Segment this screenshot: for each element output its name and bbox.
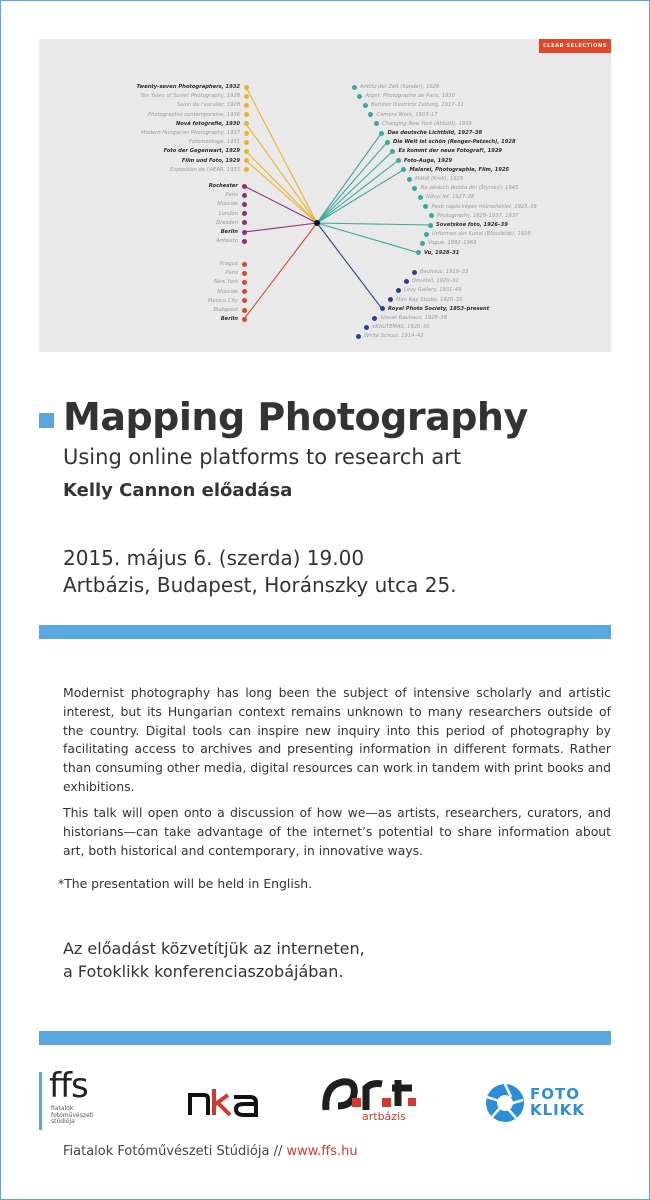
network-node-label[interactable]: Es kommt der neue Fotograf!, 1929 <box>398 148 503 155</box>
network-node-label[interactable]: Budapest <box>213 307 238 313</box>
network-node-label[interactable]: Vu, 1928–31 <box>424 249 460 256</box>
network-node-dot[interactable] <box>379 131 384 136</box>
fotoklikk-logo[interactable] <box>484 1082 606 1124</box>
network-node-dot[interactable] <box>390 149 395 154</box>
network-node-label[interactable]: Die Welt ist schön (Renger-Patzsch), 1928 <box>393 139 516 146</box>
network-node-label[interactable]: Malerei, Photographie, Film, 1925 <box>409 166 510 173</box>
network-node-label[interactable]: Mexico City <box>207 297 238 304</box>
network-node-dot[interactable] <box>244 131 249 136</box>
network-node-label[interactable]: Berlin <box>220 229 238 235</box>
network-node-dot[interactable] <box>244 167 249 172</box>
network-node-label[interactable]: Foto der Gegenwart, 1929 <box>163 148 240 155</box>
network-node-label[interactable]: Pesti napló képes műmelléklet, 1925–39 <box>431 203 537 210</box>
network-node-dot[interactable] <box>242 211 247 216</box>
network-node-dot[interactable] <box>368 112 373 117</box>
network-node-label[interactable]: Foto-Auge, 1929 <box>404 157 453 164</box>
network-node-label[interactable]: Prague <box>219 261 238 267</box>
network-node-dot[interactable] <box>244 85 249 90</box>
network-node-label[interactable]: Paris <box>225 270 238 277</box>
network-node-label[interactable]: Photography, 1829–1937, 1937 <box>437 212 519 219</box>
network-node-dot[interactable] <box>396 158 401 163</box>
network-node-dot[interactable] <box>407 177 412 182</box>
network-node-dot[interactable] <box>244 158 249 163</box>
fotoklikk-line-2: KLIKK <box>530 1101 586 1119</box>
network-node-dot[interactable] <box>364 325 369 330</box>
network-node-label[interactable]: Nová fotografie, 1930 <box>175 120 240 127</box>
artbazis-logo-caption: artbázis <box>362 1110 406 1123</box>
network-node-label[interactable]: Na jakäsch tkohta dni (Štyrský), 1945 <box>420 185 519 192</box>
nka-logo-mark <box>188 1085 260 1121</box>
network-node-dot[interactable] <box>244 112 249 117</box>
ffs-logo[interactable] <box>39 1066 119 1132</box>
network-node-dot[interactable] <box>242 202 247 207</box>
network-node-label[interactable]: Antlitz der Zeit (Sander), 1929 <box>360 84 440 90</box>
network-node-dot[interactable] <box>357 94 362 99</box>
network-node-label[interactable]: Man Ray Studio, 1920–35 <box>396 296 463 303</box>
network-node-label[interactable]: Paris <box>225 192 238 199</box>
network-node-dot[interactable] <box>374 121 379 126</box>
network-node-dot[interactable] <box>356 334 361 339</box>
network-node-dot[interactable] <box>416 250 421 255</box>
network-node-label[interactable]: Das deutsche Lichtbild, 1927–38 <box>387 130 483 136</box>
network-node-label[interactable]: Berliner Illustrirte Zeitung, 1917–31 <box>371 102 464 109</box>
network-node-label[interactable]: Levy Gallery, 1931–49 <box>404 287 462 294</box>
footer-website-link[interactable]: www.ffs.hu <box>286 1144 358 1159</box>
network-node-label[interactable]: Bauhaus, 1919–33 <box>420 269 469 275</box>
network-node-label[interactable]: Atget: Photographe de Paris, 1930 <box>365 93 456 100</box>
network-node-label[interactable]: Camera Work, 1903–17 <box>376 111 438 118</box>
network-node-dot[interactable] <box>396 288 401 293</box>
network-node-dot[interactable] <box>423 204 428 209</box>
network-node-dot[interactable] <box>424 232 429 237</box>
network-node-dot[interactable] <box>385 140 390 145</box>
network-node-label[interactable]: White School, 1914–42 <box>364 333 424 340</box>
network-node-label[interactable]: London <box>218 210 238 217</box>
network-node-label[interactable]: Vogue, 1892–1969 <box>428 240 477 247</box>
artbazis-logo-mark <box>322 1076 418 1112</box>
speaker-line: Kelly Cannon előadása <box>63 480 293 501</box>
network-node-dot[interactable] <box>404 279 409 284</box>
network-node-dot[interactable] <box>412 186 417 191</box>
network-node-label[interactable]: Moscow <box>217 201 238 208</box>
network-node-label[interactable]: Urformen der Kunst (Blossfeldt), 1928 <box>432 231 531 238</box>
network-node-dot[interactable] <box>242 317 247 322</box>
network-node-label[interactable]: Dresden <box>216 219 238 226</box>
network-node-dot[interactable] <box>401 167 406 172</box>
network-node-label[interactable]: Berlin <box>220 316 238 323</box>
network-node-dot[interactable] <box>244 94 249 99</box>
artbazis-logo[interactable] <box>322 1076 418 1128</box>
network-node-dot[interactable] <box>242 298 247 303</box>
network-node-dot[interactable] <box>363 103 368 108</box>
network-node-dot[interactable] <box>242 289 247 294</box>
network-node-dot[interactable] <box>428 223 433 228</box>
network-node-dot[interactable] <box>242 262 247 267</box>
description-paragraph-2: This talk will open onto a discussion of how we—as artists, researchers, curators, and historians—can take advantage of the internet’s potential to share information about art, both historical and contemporary, in innovative ways. <box>63 805 611 858</box>
fotoklikk-logo-text <box>530 1086 585 1118</box>
event-date: 2015. május 6. (szerda) 19.00 <box>63 546 365 570</box>
ffs-logo-bar <box>39 1072 42 1130</box>
stream-info-line-1: Az előadást közvetítjük az interneten, <box>63 939 365 958</box>
network-node-dot[interactable] <box>244 121 249 126</box>
network-node-dot[interactable] <box>242 239 247 244</box>
network-nodes <box>39 39 611 352</box>
network-node-label[interactable]: Exposition de l'AEAR, 1935 <box>169 166 240 173</box>
network-node-label[interactable]: Twenty-seven Photographers, 1932 <box>136 84 240 90</box>
network-visualization[interactable] <box>39 39 611 352</box>
network-node-dot[interactable] <box>242 280 247 285</box>
network-node-label[interactable]: Antwerp <box>216 238 238 245</box>
network-node-dot[interactable] <box>242 184 247 189</box>
network-node-dot[interactable] <box>380 306 385 311</box>
network-node-dot[interactable] <box>242 220 247 225</box>
network-node-dot[interactable] <box>420 241 425 246</box>
network-node-label[interactable]: Slovak Bauhaus, 1928–39 <box>380 315 447 321</box>
network-node-label[interactable]: Nővyi lef, 1927–28 <box>426 194 475 201</box>
network-node-dot[interactable] <box>242 230 247 235</box>
network-node-label[interactable]: Ten Years of Soviet Photography, 1928 <box>140 93 240 100</box>
divider-bar-top <box>39 625 611 639</box>
aperture-icon <box>484 1082 526 1124</box>
page-title: Mapping Photography <box>63 395 528 439</box>
page-subtitle: Using online platforms to research art <box>63 445 462 469</box>
network-node-label[interactable]: Film und Foto, 1929 <box>181 157 240 164</box>
stream-info-line-2: a Fotoklikk konferenciaszobájában. <box>63 962 344 981</box>
fotoklikk-line-1: FOTO <box>530 1085 580 1103</box>
network-node-dot[interactable] <box>412 270 417 275</box>
network-node-label[interactable]: Moscow <box>217 288 238 295</box>
divider-bar-bottom <box>39 1031 611 1045</box>
network-node-dot[interactable] <box>244 140 249 145</box>
network-node-dot[interactable] <box>352 85 357 90</box>
ffs-logo-caption: fiatalok fotóművészeti stúdiója <box>51 1105 94 1125</box>
network-node-label[interactable]: Modern Hungarian Photography, 1937 <box>141 130 240 136</box>
network-node-label[interactable]: Salon de l'escalier, 1928 <box>176 102 240 109</box>
network-node-label[interactable]: Fotomontage, 1931 <box>188 139 240 146</box>
language-note: *The presentation will be held in English. <box>58 876 313 891</box>
network-node-dot[interactable] <box>242 271 247 276</box>
nka-logo[interactable] <box>188 1085 260 1121</box>
network-node-dot[interactable] <box>244 149 249 154</box>
network-node-dot[interactable] <box>242 308 247 313</box>
network-node-dot[interactable] <box>242 193 247 198</box>
description-paragraph-1: Modernist photography has long been the subject of intensive scholarly and artistic interest, but its Hungarian context remains unknown to many researchers outside of the country. Digital tools can inspire new inquiry into this period of photography by facilitating access to archives and presenting information in different formats. Rather than consuming other media, digital resources can work in tandem with print books and exhibitions. <box>63 685 612 794</box>
network-node-dot[interactable] <box>418 195 423 200</box>
network-node-dot[interactable] <box>429 213 434 218</box>
network-node-label[interactable]: Photographie contemporaine, 1936 <box>147 111 240 118</box>
event-location: Artbázis, Budapest, Horánszky utca 25. <box>63 573 457 597</box>
network-node-label[interactable]: Mätöl (Kroll), 1929 <box>415 176 464 182</box>
title-marker <box>39 413 54 428</box>
network-node-dot[interactable] <box>372 316 377 321</box>
ffs-logo-mark: ffs <box>49 1066 88 1106</box>
network-node-label[interactable]: VKhUTEMAS, 1920–30 <box>372 324 430 331</box>
network-node-label[interactable]: Sovetskoe foto, 1926–39 <box>436 222 508 228</box>
network-node-label[interactable]: Rochester <box>208 183 238 189</box>
network-node-dot[interactable] <box>244 103 249 108</box>
network-node-label[interactable]: Royal Photo Society, 1853–present <box>388 305 490 312</box>
clear-selections-button[interactable]: CLEAR SELECTIONS <box>539 39 611 53</box>
network-node-label[interactable]: Changing New York (Abbott), 1939 <box>382 120 472 127</box>
network-node-label[interactable]: New York <box>214 279 238 286</box>
footer <box>63 1144 358 1159</box>
footer-org: Fiatalok Fotóművészeti Stúdiója // <box>63 1144 287 1159</box>
network-node-dot[interactable] <box>388 297 393 302</box>
network-node-label[interactable]: Devětsil, 1920–31 <box>412 278 459 285</box>
